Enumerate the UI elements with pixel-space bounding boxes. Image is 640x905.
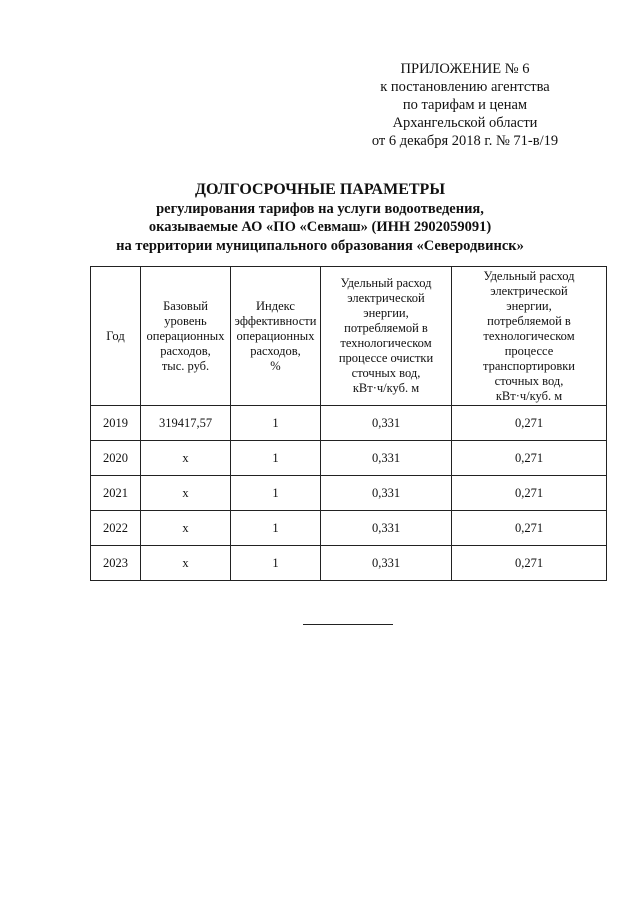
header-line: уровень (164, 313, 207, 328)
cell-energy-transport: 0,271 (452, 441, 607, 476)
header-line: операционных (236, 328, 315, 343)
header-line: кВт·ч/куб. м (495, 388, 563, 403)
appendix-agency: по тарифам и ценам (402, 97, 528, 113)
header-line: энергии, (506, 298, 552, 313)
cell-base-opex: х (141, 441, 231, 476)
cell-energy-treatment: 0,331 (321, 511, 452, 546)
header-line: Индекс (256, 298, 295, 313)
header-line: операционных (146, 328, 225, 343)
cell-year: 2020 (91, 441, 141, 476)
cell-energy-treatment: 0,331 (321, 441, 452, 476)
cell-efficiency-index: 1 (231, 476, 321, 511)
header-line: потребляемой в (487, 313, 571, 328)
cell-efficiency-index: 1 (231, 406, 321, 441)
header-line: технологическом (340, 336, 432, 350)
cell-base-opex: х (141, 476, 231, 511)
appendix-date: от 6 декабря 2018 г. № 71-в/19 (371, 133, 559, 149)
header-line: расходов, (250, 343, 301, 358)
cell-energy-transport: 0,271 (452, 406, 607, 441)
table-row (91, 476, 607, 511)
cell-efficiency-index: 1 (231, 546, 321, 581)
header-efficiency-index (231, 267, 321, 406)
table-row (91, 406, 607, 441)
cell-year: 2021 (91, 476, 141, 511)
header-line: Базовый (163, 298, 208, 313)
appendix-region: Архангельской области (392, 115, 538, 131)
header-line: транспортировки (483, 358, 575, 373)
cell-efficiency-index: 1 (231, 511, 321, 546)
header-line: Удельный расход (340, 276, 432, 290)
document-heading (0, 181, 640, 255)
header-year (91, 267, 141, 406)
header-base-opex (141, 267, 231, 406)
table-row (91, 441, 607, 476)
cell-energy-treatment: 0,331 (321, 546, 452, 581)
header-line: сточных вод, (494, 373, 564, 388)
cell-base-opex: х (141, 511, 231, 546)
appendix-block (360, 60, 570, 150)
cell-energy-treatment: 0,331 (321, 476, 452, 511)
cell-energy-transport: 0,271 (452, 546, 607, 581)
appendix-number: ПРИЛОЖЕНИЕ № 6 (400, 61, 530, 77)
document-subtitle-line-2: оказываемые АО «ПО «Севмаш» (ИНН 2902059091) (148, 219, 492, 235)
header-line: тыс. руб. (161, 358, 210, 373)
cell-year: 2019 (91, 406, 141, 441)
header-line: процессе очистки (338, 351, 434, 365)
header-line: потребляемой в (344, 321, 428, 335)
header-line: сточных вод, (351, 366, 421, 380)
table-header-row (91, 267, 607, 406)
header-line: технологическом (483, 328, 575, 343)
header-line: % (270, 358, 281, 373)
cell-efficiency-index: 1 (231, 441, 321, 476)
header-line: кВт·ч/куб. м (352, 381, 420, 395)
header-energy-transport (452, 267, 607, 406)
header-line: Год (106, 328, 125, 343)
cell-base-opex: 319417,57 (141, 406, 231, 441)
cell-energy-transport: 0,271 (452, 476, 607, 511)
parameters-table (90, 266, 607, 581)
cell-energy-transport: 0,271 (452, 511, 607, 546)
document-subtitle-line-1: регулирования тарифов на услуги водоотведения, (156, 200, 484, 217)
document-subtitle-line-3: на территории муниципального образования «Северодвинск» (116, 237, 524, 254)
cell-year: 2023 (91, 546, 141, 581)
header-line: энергии, (363, 306, 409, 320)
header-energy-treatment (321, 267, 452, 406)
header-line: расходов, (160, 343, 211, 358)
cell-energy-treatment: 0,331 (321, 406, 452, 441)
table-row (91, 511, 607, 546)
table-row (91, 546, 607, 581)
header-line: электрической (347, 291, 425, 305)
header-line: Удельный расход (483, 268, 575, 283)
cell-base-opex: х (141, 546, 231, 581)
header-line: эффективности (234, 313, 317, 328)
header-line: процессе (504, 343, 554, 358)
closing-divider-line (303, 624, 393, 625)
cell-year: 2022 (91, 511, 141, 546)
header-line: электрической (490, 283, 568, 298)
document-title: ДОЛГОСРОЧНЫЕ ПАРАМЕТРЫ (194, 181, 446, 198)
appendix-resolution-ref: к постановлению агентства (380, 79, 550, 95)
